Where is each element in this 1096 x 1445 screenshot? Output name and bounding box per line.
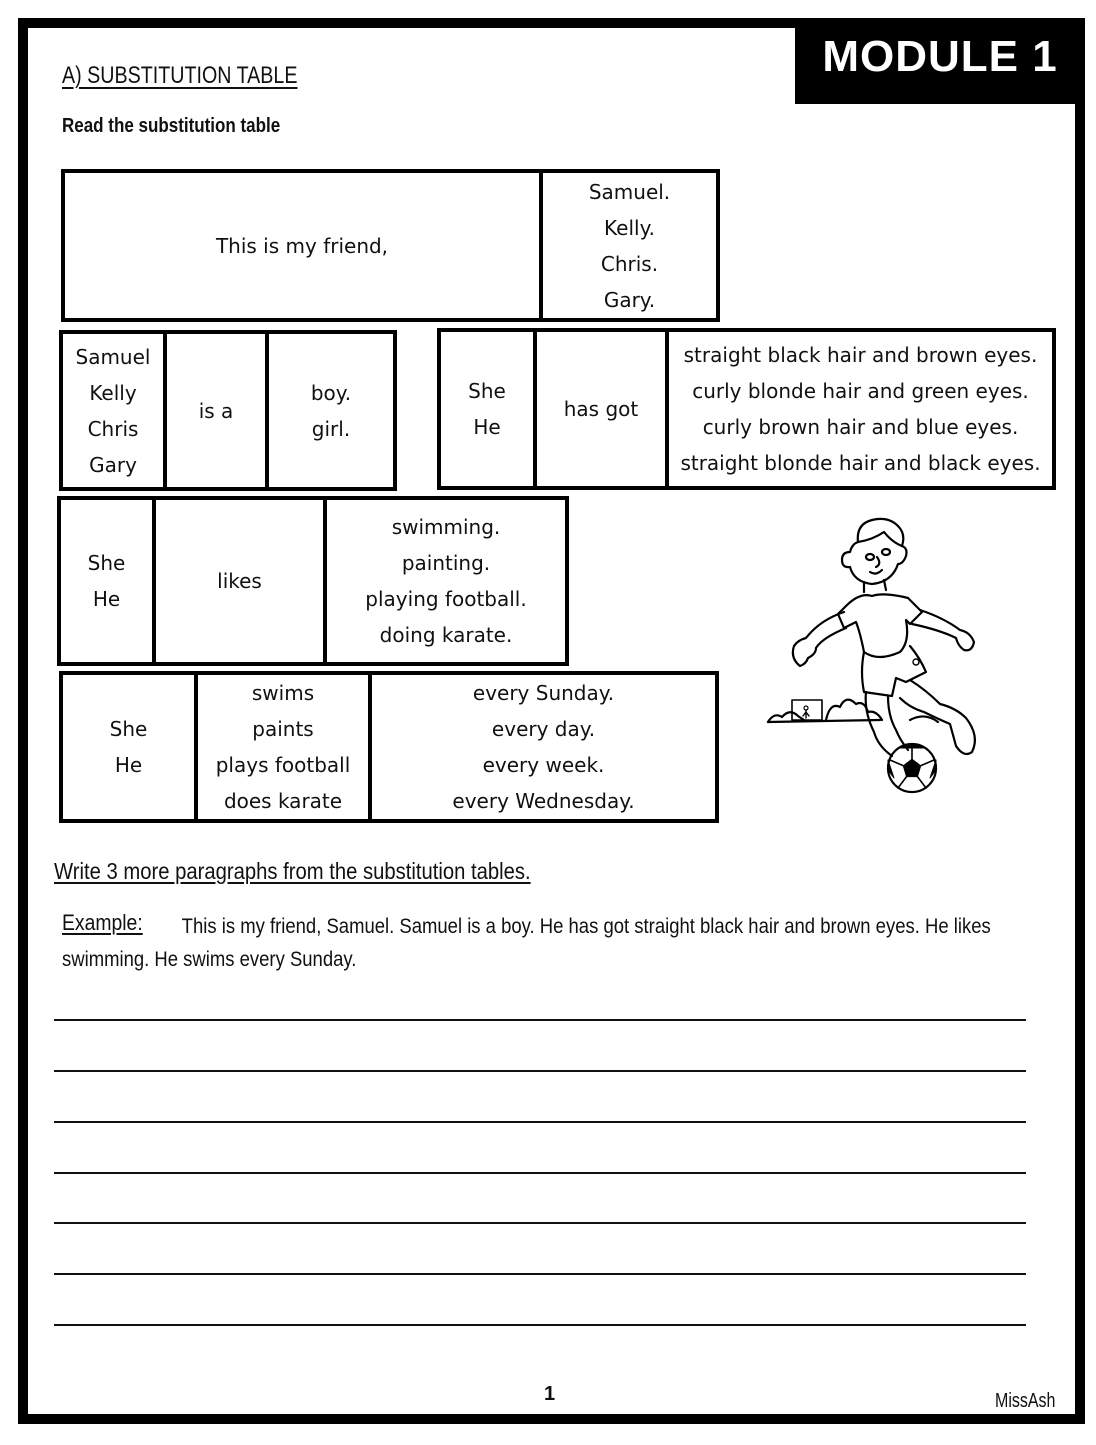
table-cell-stem — [65, 173, 543, 318]
name-option: Kelly. — [604, 215, 655, 240]
table-cell-verb — [167, 334, 269, 487]
time-option: every Sunday. — [472, 681, 615, 705]
appearance-option: straight black hair and brown eyes. — [683, 343, 1038, 367]
pronoun-option: He — [92, 587, 121, 611]
name-option: Kelly — [89, 380, 137, 405]
appearance-option: straight blonde hair and black eyes. — [680, 451, 1041, 475]
writing-line[interactable] — [54, 1222, 1026, 1224]
stem-text: This is my friend, — [215, 233, 389, 258]
pronoun-option: He — [114, 753, 143, 777]
verb-text: likes — [217, 569, 262, 593]
table-cell-verb — [156, 500, 327, 662]
page-number: 1 — [544, 1383, 556, 1405]
writing-line[interactable] — [54, 1324, 1026, 1326]
table-cell-activities — [198, 675, 372, 819]
pronoun-option: He — [473, 415, 501, 439]
table-cell-verb — [537, 332, 669, 486]
name-option: Gary. — [603, 287, 656, 312]
activity-option: plays football — [215, 753, 351, 777]
pronoun-option: She — [87, 551, 126, 575]
name-option: Samuel — [75, 344, 151, 369]
table-cell-pronouns — [441, 332, 537, 486]
instruction-text: Read the substitution table — [62, 115, 281, 137]
name-option: Chris — [87, 416, 139, 441]
writing-line[interactable] — [54, 1121, 1026, 1123]
gender-option: girl. — [311, 416, 351, 441]
table-cell-gender-options — [269, 334, 393, 487]
writing-line[interactable] — [54, 1273, 1026, 1275]
exercise-prompt: Write 3 more paragraphs from the substitution tables. — [54, 858, 531, 884]
example-paragraph: This is my friend, Samuel. Samuel is a boy. He has got straight black hair and brown eyes. He likes swimming. He swims every Sunday. — [62, 915, 991, 971]
table-cell-hobby-options — [327, 500, 565, 662]
activity-option: does karate — [223, 789, 343, 813]
table-cell-appearance-options — [669, 332, 1052, 486]
module-badge: MODULE 1 — [795, 18, 1085, 104]
table-cell-pronouns — [61, 500, 156, 662]
substitution-table-intro — [61, 169, 720, 322]
substitution-table-likes — [57, 496, 569, 666]
name-option: Samuel. — [588, 179, 671, 204]
example-label: Example: — [62, 910, 143, 935]
substitution-table-appearance — [437, 328, 1056, 490]
table-cell-names — [63, 334, 167, 487]
name-option: Chris. — [600, 251, 659, 276]
hobby-option: painting. — [401, 551, 491, 575]
verb-text: has got — [563, 397, 639, 421]
table-cell-names — [543, 173, 716, 318]
table-cell-pronouns — [63, 675, 198, 819]
verb-text: is a — [198, 398, 234, 423]
pronoun-option: She — [468, 379, 506, 403]
hobby-option: playing football. — [365, 587, 527, 611]
writing-line[interactable] — [54, 1019, 1026, 1021]
hobby-option: swimming. — [391, 515, 501, 539]
hobby-option: doing karate. — [379, 623, 513, 647]
substitution-table-frequency — [59, 671, 719, 823]
section-title: A) SUBSTITUTION TABLE — [62, 62, 298, 89]
gender-option: boy. — [310, 380, 352, 405]
writing-line[interactable] — [54, 1070, 1026, 1072]
substitution-table-gender — [59, 330, 397, 491]
appearance-option: curly brown hair and blue eyes. — [702, 415, 1019, 439]
appearance-option: curly blonde hair and green eyes. — [692, 379, 1029, 403]
boy-kicking-football-illustration — [760, 512, 1000, 802]
time-option: every week. — [482, 753, 605, 777]
writing-line[interactable] — [54, 1172, 1026, 1174]
pronoun-option: She — [109, 717, 148, 741]
author-credit: MissAsh — [995, 1390, 1056, 1412]
time-option: every day. — [491, 717, 596, 741]
activity-option: paints — [252, 717, 314, 741]
time-option: every Wednesday. — [452, 789, 635, 813]
activity-option: swims — [251, 681, 315, 705]
name-option: Gary — [89, 452, 137, 477]
table-cell-times — [372, 675, 715, 819]
